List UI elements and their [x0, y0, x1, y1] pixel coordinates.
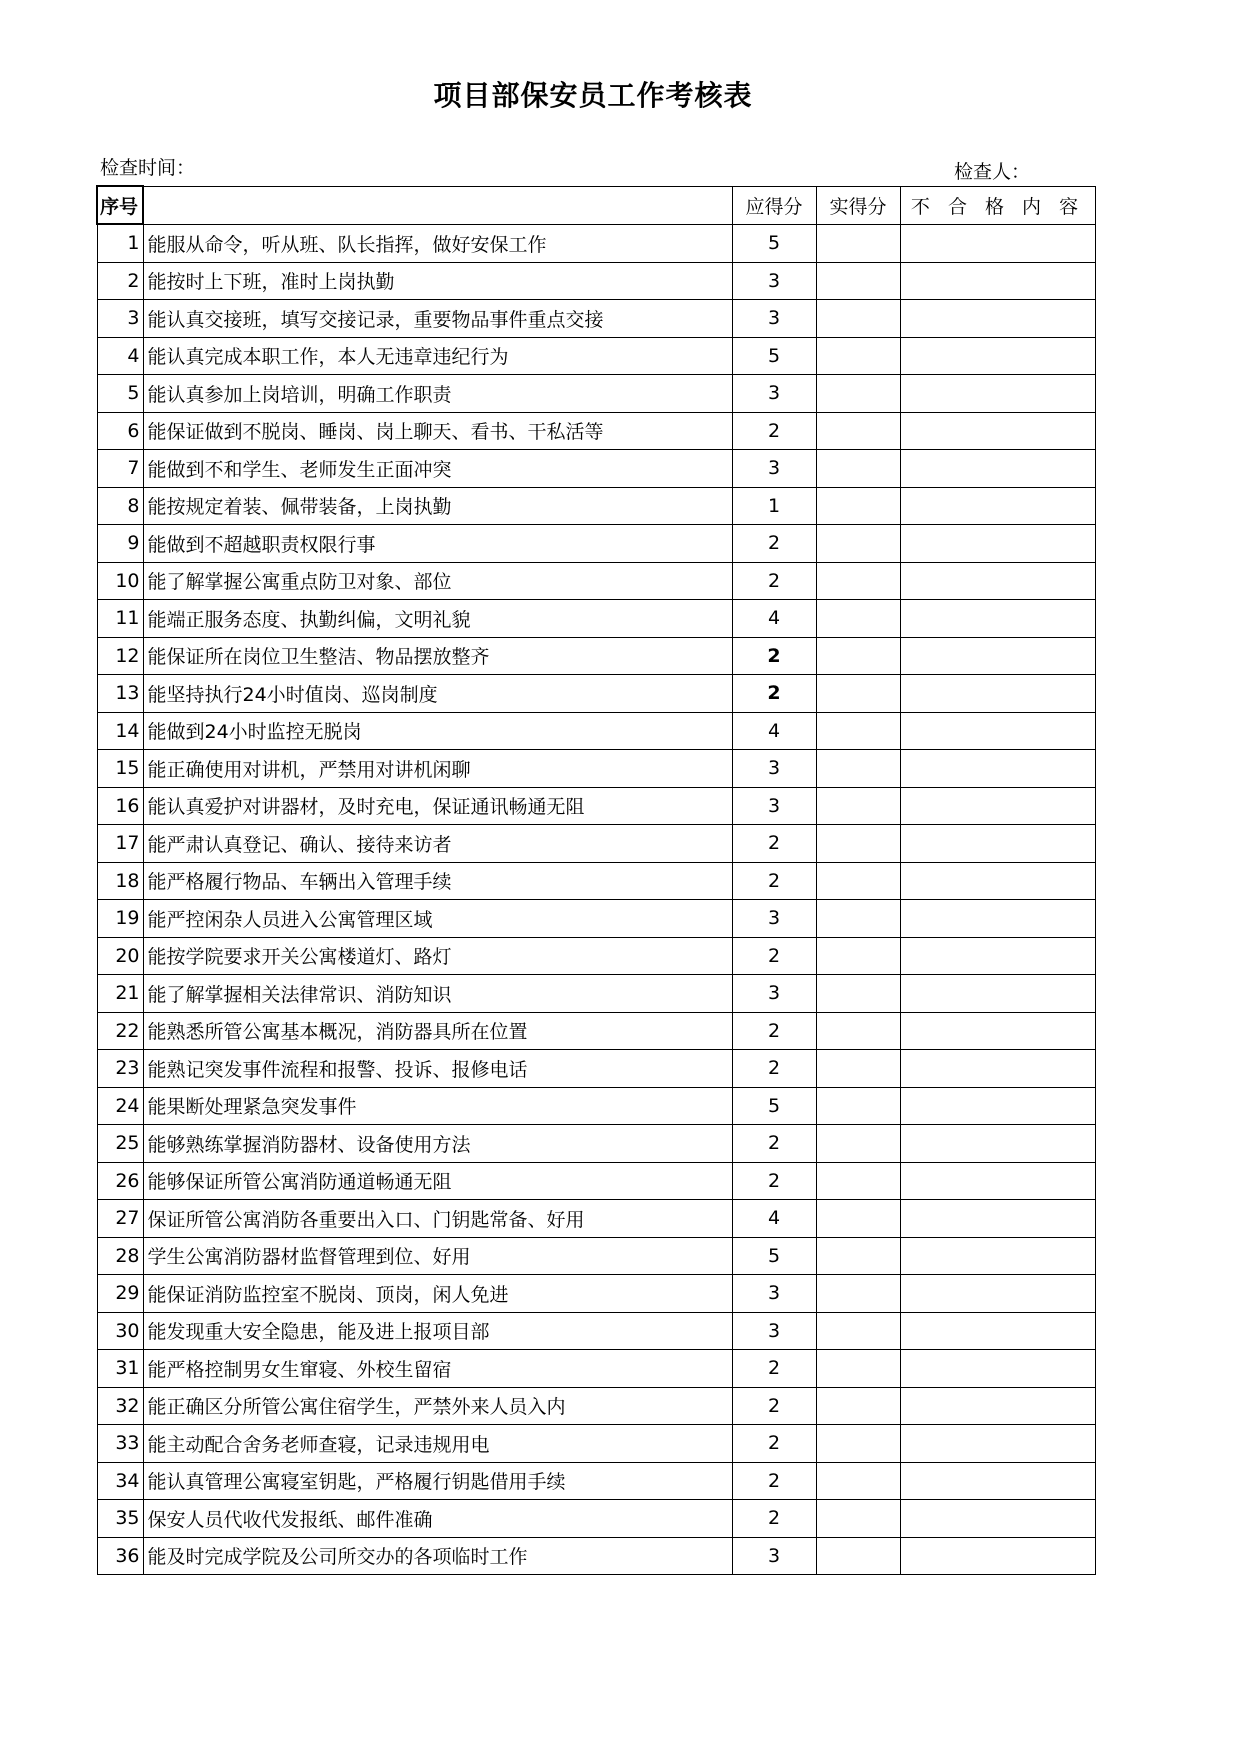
- table-row: [97, 1200, 1095, 1238]
- row-number: 30: [97, 1312, 143, 1350]
- row-number: 24: [97, 1087, 143, 1125]
- row-actual-score[interactable]: [816, 562, 900, 600]
- row-due-score: 2: [732, 1050, 816, 1088]
- row-fail-content[interactable]: [900, 562, 1095, 600]
- row-fail-content[interactable]: [900, 937, 1095, 975]
- table-row: [97, 1087, 1095, 1125]
- row-item: 能认真交接班，填写交接记录，重要物品事件重点交接: [143, 300, 732, 338]
- row-number: 20: [97, 937, 143, 975]
- table-row: [97, 1462, 1095, 1500]
- row-fail-content[interactable]: [900, 1500, 1095, 1538]
- row-number: 11: [97, 600, 143, 638]
- row-fail-content[interactable]: [900, 262, 1095, 300]
- row-actual-score[interactable]: [816, 337, 900, 375]
- header-fail-content: 不 合 格 内 容: [900, 186, 1095, 224]
- row-actual-score[interactable]: [816, 600, 900, 638]
- row-item: 保安人员代收代发报纸、邮件准确: [143, 1500, 732, 1538]
- row-actual-score[interactable]: [816, 1162, 900, 1200]
- row-number: 10: [97, 562, 143, 600]
- row-item: 能做到不和学生、老师发生正面冲突: [143, 450, 732, 488]
- row-actual-score[interactable]: [816, 1537, 900, 1575]
- row-fail-content[interactable]: [900, 600, 1095, 638]
- row-item: 能严格履行物品、车辆出入管理手续: [143, 862, 732, 900]
- row-actual-score[interactable]: [816, 1500, 900, 1538]
- row-due-score: 2: [732, 1387, 816, 1425]
- row-number: 28: [97, 1237, 143, 1275]
- row-item: 能按时上下班，准时上岗执勤: [143, 262, 732, 300]
- table-row: [97, 1050, 1095, 1088]
- row-due-score: 4: [732, 712, 816, 750]
- row-due-score: 2: [732, 1425, 816, 1463]
- row-item: 能正确区分所管公寓住宿学生，严禁外来人员入内: [143, 1387, 732, 1425]
- row-due-score: 2: [732, 1500, 816, 1538]
- row-item: 能果断处理紧急突发事件: [143, 1087, 732, 1125]
- row-due-score: 3: [732, 975, 816, 1013]
- row-number: 15: [97, 750, 143, 788]
- row-number: 31: [97, 1350, 143, 1388]
- table-row: [97, 1162, 1095, 1200]
- row-fail-content[interactable]: [900, 825, 1095, 863]
- table-row: [97, 637, 1095, 675]
- row-actual-score[interactable]: [816, 1087, 900, 1125]
- row-due-score: 3: [732, 1537, 816, 1575]
- row-due-score: 2: [732, 562, 816, 600]
- row-actual-score[interactable]: [816, 1237, 900, 1275]
- row-item: 能做到不超越职责权限行事: [143, 525, 732, 563]
- row-number: 36: [97, 1537, 143, 1575]
- row-item: 能发现重大安全隐患，能及进上报项目部: [143, 1312, 732, 1350]
- row-due-score: 3: [732, 300, 816, 338]
- row-due-score: 3: [732, 1275, 816, 1313]
- row-item: 能够熟练掌握消防器材、设备使用方法: [143, 1125, 732, 1163]
- row-number: 6: [97, 412, 143, 450]
- row-item: 能按学院要求开关公寓楼道灯、路灯: [143, 937, 732, 975]
- row-due-score: 2: [732, 1350, 816, 1388]
- row-fail-content[interactable]: [900, 1012, 1095, 1050]
- row-fail-content[interactable]: [900, 1087, 1095, 1125]
- row-item: 能及时完成学院及公司所交办的各项临时工作: [143, 1537, 732, 1575]
- row-fail-content[interactable]: [900, 787, 1095, 825]
- table-row: [97, 937, 1095, 975]
- row-actual-score[interactable]: [816, 975, 900, 1013]
- row-item: 能坚持执行24小时值岗、巡岗制度: [143, 675, 732, 713]
- table-row: [97, 300, 1095, 338]
- row-actual-score[interactable]: [816, 1462, 900, 1500]
- table-row: [97, 1425, 1095, 1463]
- row-actual-score[interactable]: [816, 412, 900, 450]
- row-fail-content[interactable]: [900, 1537, 1095, 1575]
- row-number: 17: [97, 825, 143, 863]
- row-actual-score[interactable]: [816, 1012, 900, 1050]
- table-row: [97, 1537, 1095, 1575]
- row-number: 12: [97, 637, 143, 675]
- row-due-score: 5: [732, 1087, 816, 1125]
- row-item: 能保证做到不脱岗、睡岗、岗上聊天、看书、干私活等: [143, 412, 732, 450]
- row-due-score: 2: [732, 675, 816, 713]
- table-row: [97, 750, 1095, 788]
- row-item: 能认真参加上岗培训，明确工作职责: [143, 375, 732, 413]
- row-fail-content[interactable]: [900, 1350, 1095, 1388]
- row-fail-content[interactable]: [900, 1462, 1095, 1500]
- row-fail-content[interactable]: [900, 712, 1095, 750]
- row-fail-content[interactable]: [900, 1162, 1095, 1200]
- row-number: 18: [97, 862, 143, 900]
- row-number: 7: [97, 450, 143, 488]
- table-row: [97, 862, 1095, 900]
- table-row: [97, 1312, 1095, 1350]
- row-fail-content[interactable]: [900, 337, 1095, 375]
- table-row: [97, 337, 1095, 375]
- row-actual-score[interactable]: [816, 1200, 900, 1238]
- row-number: 26: [97, 1162, 143, 1200]
- table-row: [97, 712, 1095, 750]
- row-item: 能按规定着装、佩带装备，上岗执勤: [143, 487, 732, 525]
- row-number: 25: [97, 1125, 143, 1163]
- header-actual-score: 实得分: [816, 186, 900, 224]
- row-actual-score[interactable]: [816, 224, 900, 262]
- row-number: 27: [97, 1200, 143, 1238]
- table-row: [97, 450, 1095, 488]
- page-title: 项目部保安员工作考核表: [433, 79, 753, 112]
- row-actual-score[interactable]: [816, 1275, 900, 1313]
- table-row: [97, 525, 1095, 563]
- table-row: [97, 1125, 1095, 1163]
- row-number: 4: [97, 337, 143, 375]
- row-due-score: 4: [732, 600, 816, 638]
- row-due-score: 3: [732, 750, 816, 788]
- row-fail-content[interactable]: [900, 224, 1095, 262]
- row-actual-score[interactable]: [816, 637, 900, 675]
- row-item: 保证所管公寓消防各重要出入口、门钥匙常备、好用: [143, 1200, 732, 1238]
- row-fail-content[interactable]: [900, 1237, 1095, 1275]
- row-number: 16: [97, 787, 143, 825]
- row-item: 能熟记突发事件流程和报警、投诉、报修电话: [143, 1050, 732, 1088]
- row-item: 能保证所在岗位卫生整洁、物品摆放整齐: [143, 637, 732, 675]
- row-actual-score[interactable]: [816, 1387, 900, 1425]
- table-row: [97, 375, 1095, 413]
- row-actual-score[interactable]: [816, 712, 900, 750]
- table-header-row: [97, 186, 1095, 224]
- row-item: 学生公寓消防器材监督管理到位、好用: [143, 1237, 732, 1275]
- row-fail-content[interactable]: [900, 1275, 1095, 1313]
- row-actual-score[interactable]: [816, 787, 900, 825]
- row-actual-score[interactable]: [816, 862, 900, 900]
- row-number: 19: [97, 900, 143, 938]
- table-row: [97, 487, 1095, 525]
- table-row: [97, 562, 1095, 600]
- row-actual-score[interactable]: [816, 487, 900, 525]
- row-fail-content[interactable]: [900, 637, 1095, 675]
- row-actual-score[interactable]: [816, 300, 900, 338]
- row-actual-score[interactable]: [816, 525, 900, 563]
- table-row: [97, 787, 1095, 825]
- row-fail-content[interactable]: [900, 412, 1095, 450]
- row-due-score: 5: [732, 1237, 816, 1275]
- row-due-score: 3: [732, 375, 816, 413]
- row-due-score: 3: [732, 450, 816, 488]
- row-fail-content[interactable]: [900, 1050, 1095, 1088]
- header-due-score: 应得分: [732, 186, 816, 224]
- row-due-score: 2: [732, 1125, 816, 1163]
- row-actual-score[interactable]: [816, 1312, 900, 1350]
- table-row: [97, 1387, 1095, 1425]
- row-number: 5: [97, 375, 143, 413]
- row-due-score: 5: [732, 224, 816, 262]
- row-number: 1: [97, 224, 143, 262]
- row-actual-score[interactable]: [816, 1350, 900, 1388]
- row-number: 35: [97, 1500, 143, 1538]
- row-item: 能保证消防监控室不脱岗、顶岗，闲人免进: [143, 1275, 732, 1313]
- table-row: [97, 975, 1095, 1013]
- row-due-score: 2: [732, 1462, 816, 1500]
- row-actual-score[interactable]: [816, 750, 900, 788]
- header-item: [143, 186, 732, 224]
- row-number: 21: [97, 975, 143, 1013]
- row-actual-score[interactable]: [816, 1425, 900, 1463]
- table-row: [97, 600, 1095, 638]
- check-time-label: 检查时间：: [100, 157, 196, 179]
- row-fail-content[interactable]: [900, 487, 1095, 525]
- row-due-score: 2: [732, 637, 816, 675]
- row-item: 能服从命令，听从班、队长指挥，做好安保工作: [143, 224, 732, 262]
- row-item: 能主动配合舍务老师查寝，记录违规用电: [143, 1425, 732, 1463]
- table-row: [97, 412, 1095, 450]
- row-due-score: 4: [732, 1200, 816, 1238]
- row-due-score: 2: [732, 1012, 816, 1050]
- row-number: 8: [97, 487, 143, 525]
- row-number: 13: [97, 675, 143, 713]
- row-actual-score[interactable]: [816, 375, 900, 413]
- table-row: [97, 1350, 1095, 1388]
- row-actual-score[interactable]: [816, 450, 900, 488]
- row-number: 22: [97, 1012, 143, 1050]
- table-row: [97, 1012, 1095, 1050]
- row-fail-content[interactable]: [900, 1425, 1095, 1463]
- row-actual-score[interactable]: [816, 900, 900, 938]
- row-number: 23: [97, 1050, 143, 1088]
- row-fail-content[interactable]: [900, 1125, 1095, 1163]
- row-number: 2: [97, 262, 143, 300]
- row-actual-score[interactable]: [816, 675, 900, 713]
- table-row: [97, 1500, 1095, 1538]
- row-fail-content[interactable]: [900, 750, 1095, 788]
- row-item: 能做到24小时监控无脱岗: [143, 712, 732, 750]
- row-fail-content[interactable]: [900, 1200, 1095, 1238]
- row-number: 29: [97, 1275, 143, 1313]
- assessment-table: [96, 185, 1096, 1575]
- row-due-score: 2: [732, 412, 816, 450]
- row-fail-content[interactable]: [900, 862, 1095, 900]
- row-due-score: 3: [732, 787, 816, 825]
- row-due-score: 2: [732, 862, 816, 900]
- row-item: 能了解掌握公寓重点防卫对象、部位: [143, 562, 732, 600]
- row-item: 能了解掌握相关法律常识、消防知识: [143, 975, 732, 1013]
- row-due-score: 2: [732, 1162, 816, 1200]
- row-due-score: 3: [732, 1312, 816, 1350]
- row-due-score: 2: [732, 525, 816, 563]
- row-number: 3: [97, 300, 143, 338]
- table-row: [97, 224, 1095, 262]
- table-row: [97, 262, 1095, 300]
- row-actual-score[interactable]: [816, 937, 900, 975]
- row-item: 能正确使用对讲机，严禁用对讲机闲聊: [143, 750, 732, 788]
- row-fail-content[interactable]: [900, 975, 1095, 1013]
- row-item: 能熟悉所管公寓基本概况，消防器具所在位置: [143, 1012, 732, 1050]
- row-actual-score[interactable]: [816, 825, 900, 863]
- table-row: [97, 825, 1095, 863]
- row-due-score: 1: [732, 487, 816, 525]
- row-item: 能端正服务态度、执勤纠偏，文明礼貌: [143, 600, 732, 638]
- header-no: 序号: [97, 186, 143, 224]
- table-row: [97, 675, 1095, 713]
- row-due-score: 5: [732, 337, 816, 375]
- row-due-score: 2: [732, 825, 816, 863]
- row-fail-content[interactable]: [900, 1387, 1095, 1425]
- row-fail-content[interactable]: [900, 1312, 1095, 1350]
- row-due-score: 3: [732, 900, 816, 938]
- row-due-score: 3: [732, 262, 816, 300]
- row-fail-content[interactable]: [900, 450, 1095, 488]
- row-fail-content[interactable]: [900, 375, 1095, 413]
- row-due-score: 2: [732, 937, 816, 975]
- row-item: 能严控闲杂人员进入公寓管理区域: [143, 900, 732, 938]
- table-row: [97, 1275, 1095, 1313]
- row-item: 能认真爱护对讲器材，及时充电，保证通讯畅通无阻: [143, 787, 732, 825]
- row-fail-content[interactable]: [900, 300, 1095, 338]
- row-item: 能够保证所管公寓消防通道畅通无阻: [143, 1162, 732, 1200]
- inspector-label: 检查人：: [954, 161, 1031, 183]
- row-item: 能认真完成本职工作，本人无违章违纪行为: [143, 337, 732, 375]
- row-fail-content[interactable]: [900, 525, 1095, 563]
- row-actual-score[interactable]: [816, 262, 900, 300]
- table-row: [97, 1237, 1095, 1275]
- row-item: 能严格控制男女生窜寝、外校生留宿: [143, 1350, 732, 1388]
- row-number: 9: [97, 525, 143, 563]
- row-fail-content[interactable]: [900, 675, 1095, 713]
- table-row: [97, 900, 1095, 938]
- row-fail-content[interactable]: [900, 900, 1095, 938]
- row-actual-score[interactable]: [816, 1050, 900, 1088]
- row-actual-score[interactable]: [816, 1125, 900, 1163]
- row-item: 能严肃认真登记、确认、接待来访者: [143, 825, 732, 863]
- row-number: 32: [97, 1387, 143, 1425]
- row-number: 34: [97, 1462, 143, 1500]
- row-number: 33: [97, 1425, 143, 1463]
- row-number: 14: [97, 712, 143, 750]
- row-item: 能认真管理公寓寝室钥匙，严格履行钥匙借用手续: [143, 1462, 732, 1500]
